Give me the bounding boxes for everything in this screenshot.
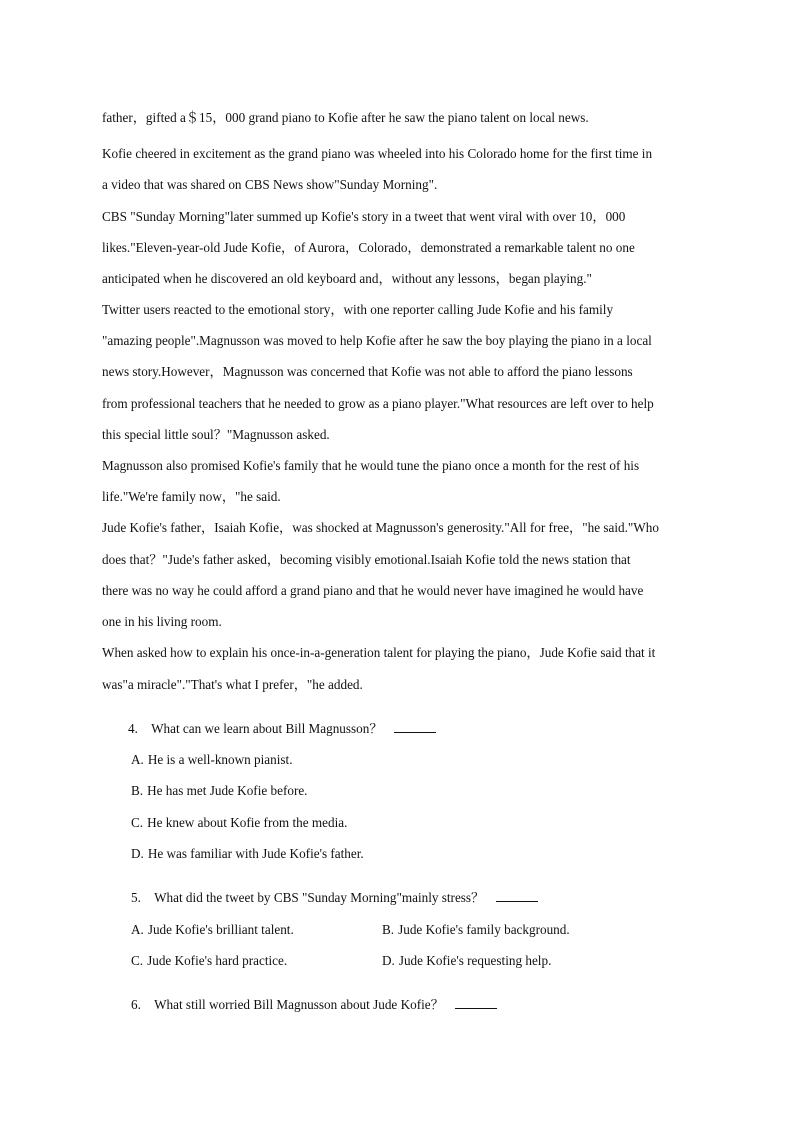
question-5 <box>131 890 538 906</box>
option-d[interactable] <box>382 953 551 969</box>
passage-line: there was no way he could afford a grand piano and that he would never have imagined he would have <box>102 583 644 598</box>
passage-line: "amazing people".Magnusson was moved to help Kofie after he saw the boy playing the piano in a local <box>102 333 652 348</box>
passage-line: When asked how to explain his once-in-a-generation talent for playing the piano，Jude Kofie said that it <box>102 645 656 660</box>
answer-blank[interactable] <box>496 890 538 902</box>
passage-line: Twitter users reacted to the emotional story，with one reporter calling Jude Kofie and his family <box>102 302 614 317</box>
option-letter: B. <box>131 783 144 798</box>
question-text: What can we learn about Bill Magnusson？ <box>151 721 383 736</box>
option-letter: D. <box>131 846 144 861</box>
passage-line: one in his living room. <box>102 614 222 629</box>
option-c[interactable] <box>131 815 347 831</box>
option-letter: D. <box>382 953 395 968</box>
passage-line: father，gifted a＄15，000 grand piano to Kofie after he saw the piano talent on local news. <box>102 110 589 125</box>
option-text: He has met Jude Kofie before. <box>147 783 308 798</box>
option-letter: B. <box>382 922 395 937</box>
question-6 <box>131 997 497 1013</box>
option-letter: A. <box>131 922 144 937</box>
option-letter: C. <box>131 953 144 968</box>
option-text: He is a well-known pianist. <box>147 752 293 767</box>
answer-blank[interactable] <box>394 721 436 733</box>
passage-line: a video that was shared on CBS News show"Sunday Morning". <box>102 177 438 192</box>
question-number: 4. <box>128 721 138 736</box>
answer-blank[interactable] <box>455 997 497 1009</box>
passage-line: Kofie cheered in excitement as the grand piano was wheeled into his Colorado home for the first time in <box>102 146 653 161</box>
passage-line: was"a miracle"."That's what I prefer，"he added. <box>102 677 363 692</box>
passage-line: from professional teachers that he needed to grow as a piano player."What resources are left over to help <box>102 396 654 411</box>
question-text: What still worried Bill Magnusson about Jude Kofie？ <box>154 997 444 1012</box>
passage-line: CBS "Sunday Morning"later summed up Kofie's story in a tweet that went viral with over 10，000 <box>102 209 626 224</box>
option-letter: C. <box>131 815 144 830</box>
option-a[interactable] <box>131 922 294 938</box>
option-c[interactable] <box>131 953 287 969</box>
question-number: 6. <box>131 997 141 1012</box>
option-text: He was familiar with Jude Kofie's father. <box>147 846 364 861</box>
passage-line: news story.However，Magnusson was concerned that Kofie was not able to afford the piano lessons <box>102 364 633 379</box>
question-text: What did the tweet by CBS "Sunday Morning"mainly stress？ <box>154 890 485 905</box>
passage-line: likes."Eleven-year-old Jude Kofie，of Aurora，Colorado，demonstrated a remarkable talent no one <box>102 240 635 255</box>
option-text: Jude Kofie's hard practice. <box>147 953 288 968</box>
option-text: Jude Kofie's brilliant talent. <box>147 922 294 937</box>
option-b[interactable] <box>382 922 570 938</box>
option-text: Jude Kofie's requesting help. <box>398 953 552 968</box>
question-4 <box>128 721 436 737</box>
passage-line: life."We're family now，"he said. <box>102 489 281 504</box>
option-text: Jude Kofie's family background. <box>398 922 570 937</box>
option-b[interactable] <box>131 783 307 799</box>
passage-line: Magnusson also promised Kofie's family that he would tune the piano once a month for the rest of his <box>102 458 640 473</box>
option-text: He knew about Kofie from the media. <box>147 815 348 830</box>
passage-line: Jude Kofie's father，Isaiah Kofie，was shocked at Magnusson's generosity."All for free，"he said."Who <box>102 520 659 535</box>
question-number: 5. <box>131 890 141 905</box>
option-d[interactable] <box>131 846 364 862</box>
passage-line: anticipated when he discovered an old keyboard and，without any lessons，began playing." <box>102 271 592 286</box>
passage-line: this special little soul？"Magnusson asked. <box>102 427 330 442</box>
option-a[interactable] <box>131 752 293 768</box>
passage-line: does that？"Jude's father asked，becoming visibly emotional.Isaiah Kofie told the news station that <box>102 552 631 567</box>
option-letter: A. <box>131 752 144 767</box>
